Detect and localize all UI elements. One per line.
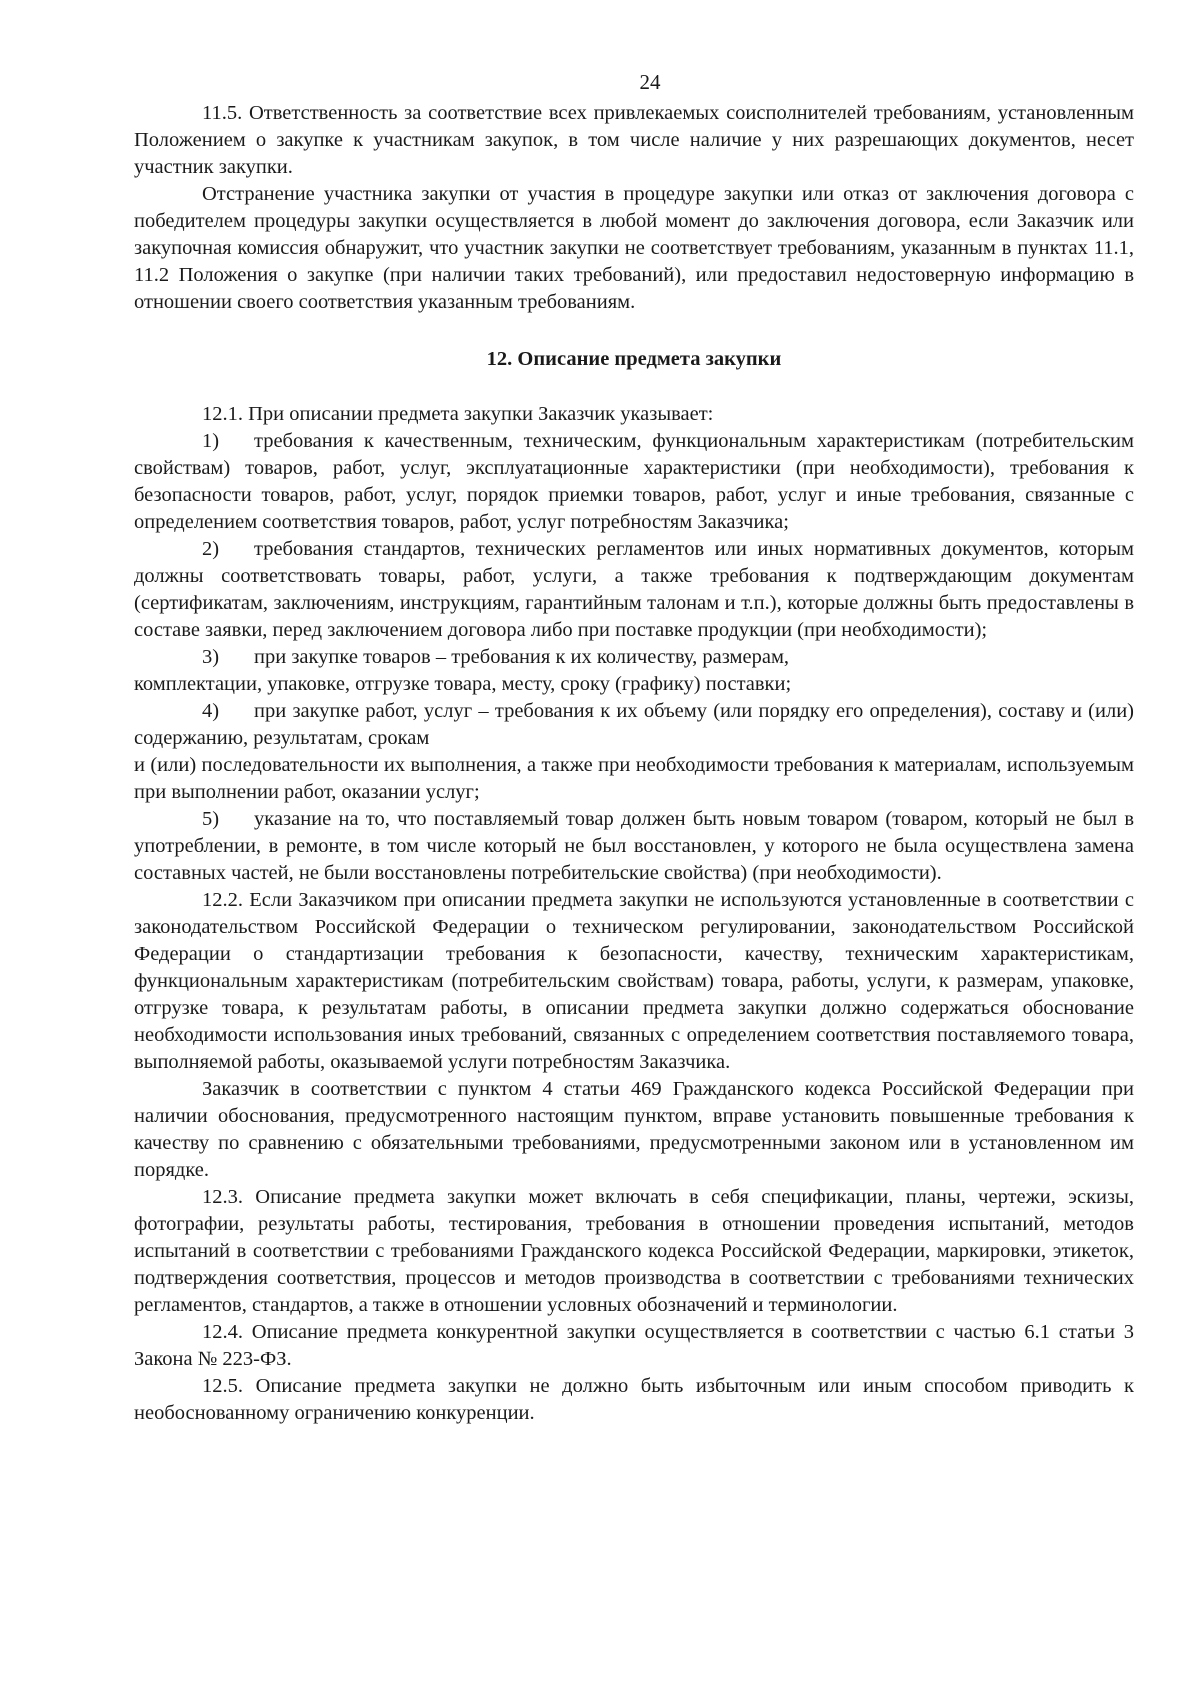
section-title: 12. Описание предмета закупки	[486, 348, 782, 370]
paragraph-12-1: 12.1. При описании предмета закупки Заказчик указывает:	[202, 403, 714, 425]
list-number: 2)	[202, 538, 220, 560]
list-item-1	[134, 428, 1134, 536]
page-number: 24	[639, 70, 661, 94]
paragraph-12-2: 12.2. Если Заказчиком при описании предмета закупки не используются установленные в соответствии с законодательством Российской Федерации о техническом регулировании, законодательством Российской Федерации о стандартизации требования к безопасности, качеству, техническим характеристикам, функциональным характеристикам (потребительским свойствам) товара, работы, услуги, к размерам, упаковке, отгрузке товара, к результатам работы, в описании предмета закупки должно содержаться обоснование необходимости использования иных требований, связанных с определением соответствия поставляемого товара, выполняемой работы, оказываемой услуги потребностям Заказчика.	[134, 889, 1134, 1073]
list-item-3-continuation: комплектации, упаковке, отгрузке товара, месту, сроку (графику) поставки;	[134, 673, 792, 695]
list-item-text: при закупке работ, услуг – требования к их объему (или порядку его определения), составу и (или) содержанию, результатам, срокам	[134, 700, 1134, 749]
list-item-5	[134, 806, 1134, 887]
list-item-3	[134, 644, 1134, 671]
paragraph-12-3: 12.3. Описание предмета закупки может включать в себя спецификации, планы, чертежи, эскизы, фотографии, результаты работы, тестирования, требования в отношении проведения испытаний, методов испытаний в соответствии с требованиями Гражданского кодекса Российской Федерации, маркировки, этикеток, подтверждения соответствия, процессов и методов производства в соответствии с требованиями технических регламентов, стандартов, а также в отношении условных обозначений и терминологии.	[134, 1186, 1134, 1316]
paragraph-11-5: 11.5. Ответственность за соответствие всех привлекаемых соисполнителей требованиям, установленным Положением о закупке к участникам закупок, в том числе наличие у них разрешающих документов, несет участник закупки.	[134, 102, 1134, 178]
list-item-4-continuation: и (или) последовательности их выполнения, а также при необходимости требования к материалам, используемым при выполнении работ, оказании услуг;	[134, 754, 1134, 803]
list-item-4	[134, 698, 1134, 752]
list-item-2	[134, 536, 1134, 644]
paragraph-dismissal: Отстранение участника закупки от участия в процедуре закупки или отказ от заключения договора с победителем процедуры закупки осуществляется в любой момент до заключения договора, если Заказчик или закупочная комиссия обнаружит, что участник закупки не соответствует требованиям, указанным в пунктах 11.1, 11.2 Положения о закупке (при наличии таких требований), или предоставил недостоверную информацию в отношении своего соответствия указанным требованиям.	[134, 183, 1134, 313]
list-item-text: указание на то, что поставляемый товар должен быть новым товаром (товаром, который не был в употреблении, в ремонте, в том числе который не был восстановлен, у которого не была осуществлена замена составных частей, не были восстановлены потребительские свойства) (при необходимости).	[134, 808, 1134, 884]
list-number: 1)	[202, 430, 220, 452]
list-number: 3)	[202, 646, 220, 668]
list-item-text: требования стандартов, технических регламентов или иных нормативных документов, которым должны соответствовать товары, работ, услуги, а также требования к подтверждающим документам (сертификатам, заключениям, инструкциям, гарантийным талонам и т.п.), которые должны быть предоставлены в составе заявки, перед заключением договора либо при поставке продукции (при необходимости);	[134, 538, 1134, 641]
document-body	[134, 100, 1134, 1427]
list-item-text: при закупке товаров – требования к их количеству, размерам,	[254, 646, 790, 668]
list-number: 4)	[202, 700, 220, 722]
list-item-text: требования к качественным, техническим, функциональным характеристикам (потребительским свойствам) товаров, работ, услуг, эксплуатационные характеристики (при необходимости), требования к безопасности товаров, работ, услуг, порядок приемки товаров, работ, услуг и иные требования, связанные с определением соответствия товаров, работ, услуг потребностям Заказчика;	[134, 430, 1134, 533]
paragraph-12-5: 12.5. Описание предмета закупки не должно быть избыточным или иным способом приводить к необоснованному ограничению конкуренции.	[134, 1375, 1134, 1424]
paragraph-article-469: Заказчик в соответствии с пунктом 4 статьи 469 Гражданского кодекса Российской Федерации при наличии обоснования, предусмотренного настоящим пунктом, вправе установить повышенные требования к качеству по сравнению с обязательными требованиями, предусмотренными законом или в установленном им порядке.	[134, 1078, 1134, 1181]
list-number: 5)	[202, 808, 220, 830]
paragraph-12-4: 12.4. Описание предмета конкурентной закупки осуществляется в соответствии с частью 6.1 статьи 3 Закона № 223-ФЗ.	[134, 1321, 1134, 1370]
